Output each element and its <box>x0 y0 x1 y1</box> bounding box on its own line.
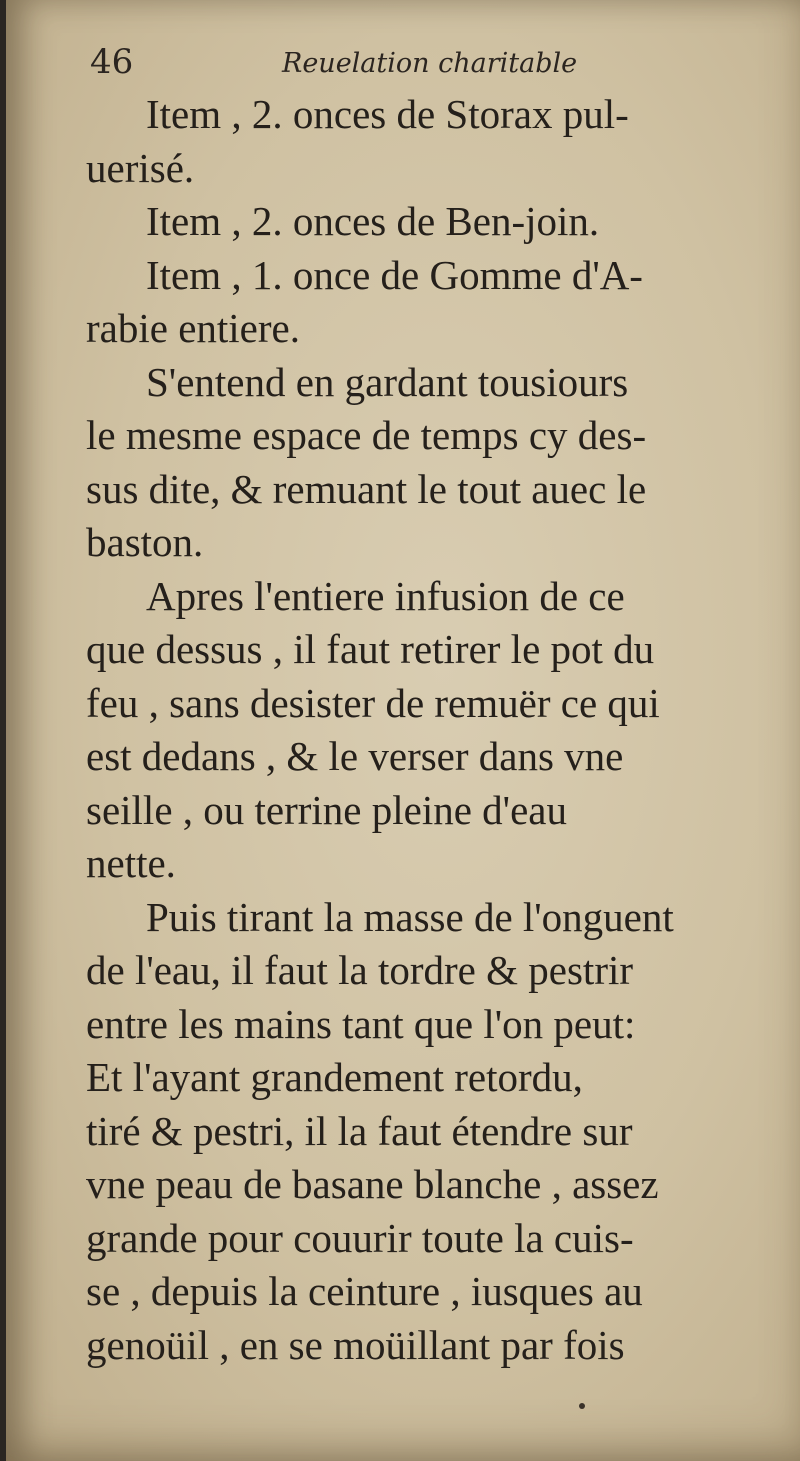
page-number: 46 <box>90 42 134 82</box>
text-line: de l'eau, il faut la tordre & pestrir <box>86 947 634 993</box>
book-page <box>6 0 800 1461</box>
text-line: le mesme espace de temps cy des- <box>86 412 647 458</box>
text-line: sus dite, & remuant le tout auec le <box>86 465 647 512</box>
text-line: est dedans , & le verser dans vne <box>86 733 624 779</box>
text-line: vne peau de basane blanche , assez <box>86 1161 659 1207</box>
text-line: genoüil , en se moüillant par fois <box>86 1321 625 1368</box>
page-header <box>90 42 770 82</box>
text-line: Puis tirant la masse de l'onguent <box>146 893 674 940</box>
text-line: uerisé. <box>86 144 195 191</box>
text-line: Item , 2. onces de Storax pul- <box>146 91 629 137</box>
text-line: rabie entiere. <box>86 305 300 351</box>
text-line: Et l'ayant grandement retordu, <box>86 1054 583 1100</box>
text-line: baston. <box>86 519 204 565</box>
text-line: Item , 1. once de Gomme d'A- <box>146 251 643 298</box>
text-line: tiré & pestri, il la faut étendre sur <box>86 1107 633 1154</box>
text-line: nette. <box>86 840 176 886</box>
text-line: feu , sans desister de remuër ce qui <box>86 679 660 726</box>
text-line: Item , 2. onces de Ben-join. <box>146 198 600 244</box>
text-line: entre les mains tant que l'on peut: <box>86 1000 636 1047</box>
text-line: se , depuis la ceinture , iusques au <box>86 1268 643 1314</box>
text-line: seille , ou terrine pleine d'eau <box>86 786 567 833</box>
text-line: S'entend en gardant tousiours <box>146 358 629 405</box>
body-text <box>86 88 776 1372</box>
text-line: grande pour couurir toute la cuis- <box>86 1214 634 1261</box>
text-line: Apres l'entiere infusion de ce <box>146 572 625 619</box>
ink-dot <box>579 1403 585 1409</box>
text-line: que dessus , il faut retirer le pot du <box>86 626 655 672</box>
running-title: Reuelation charitable <box>282 48 578 79</box>
